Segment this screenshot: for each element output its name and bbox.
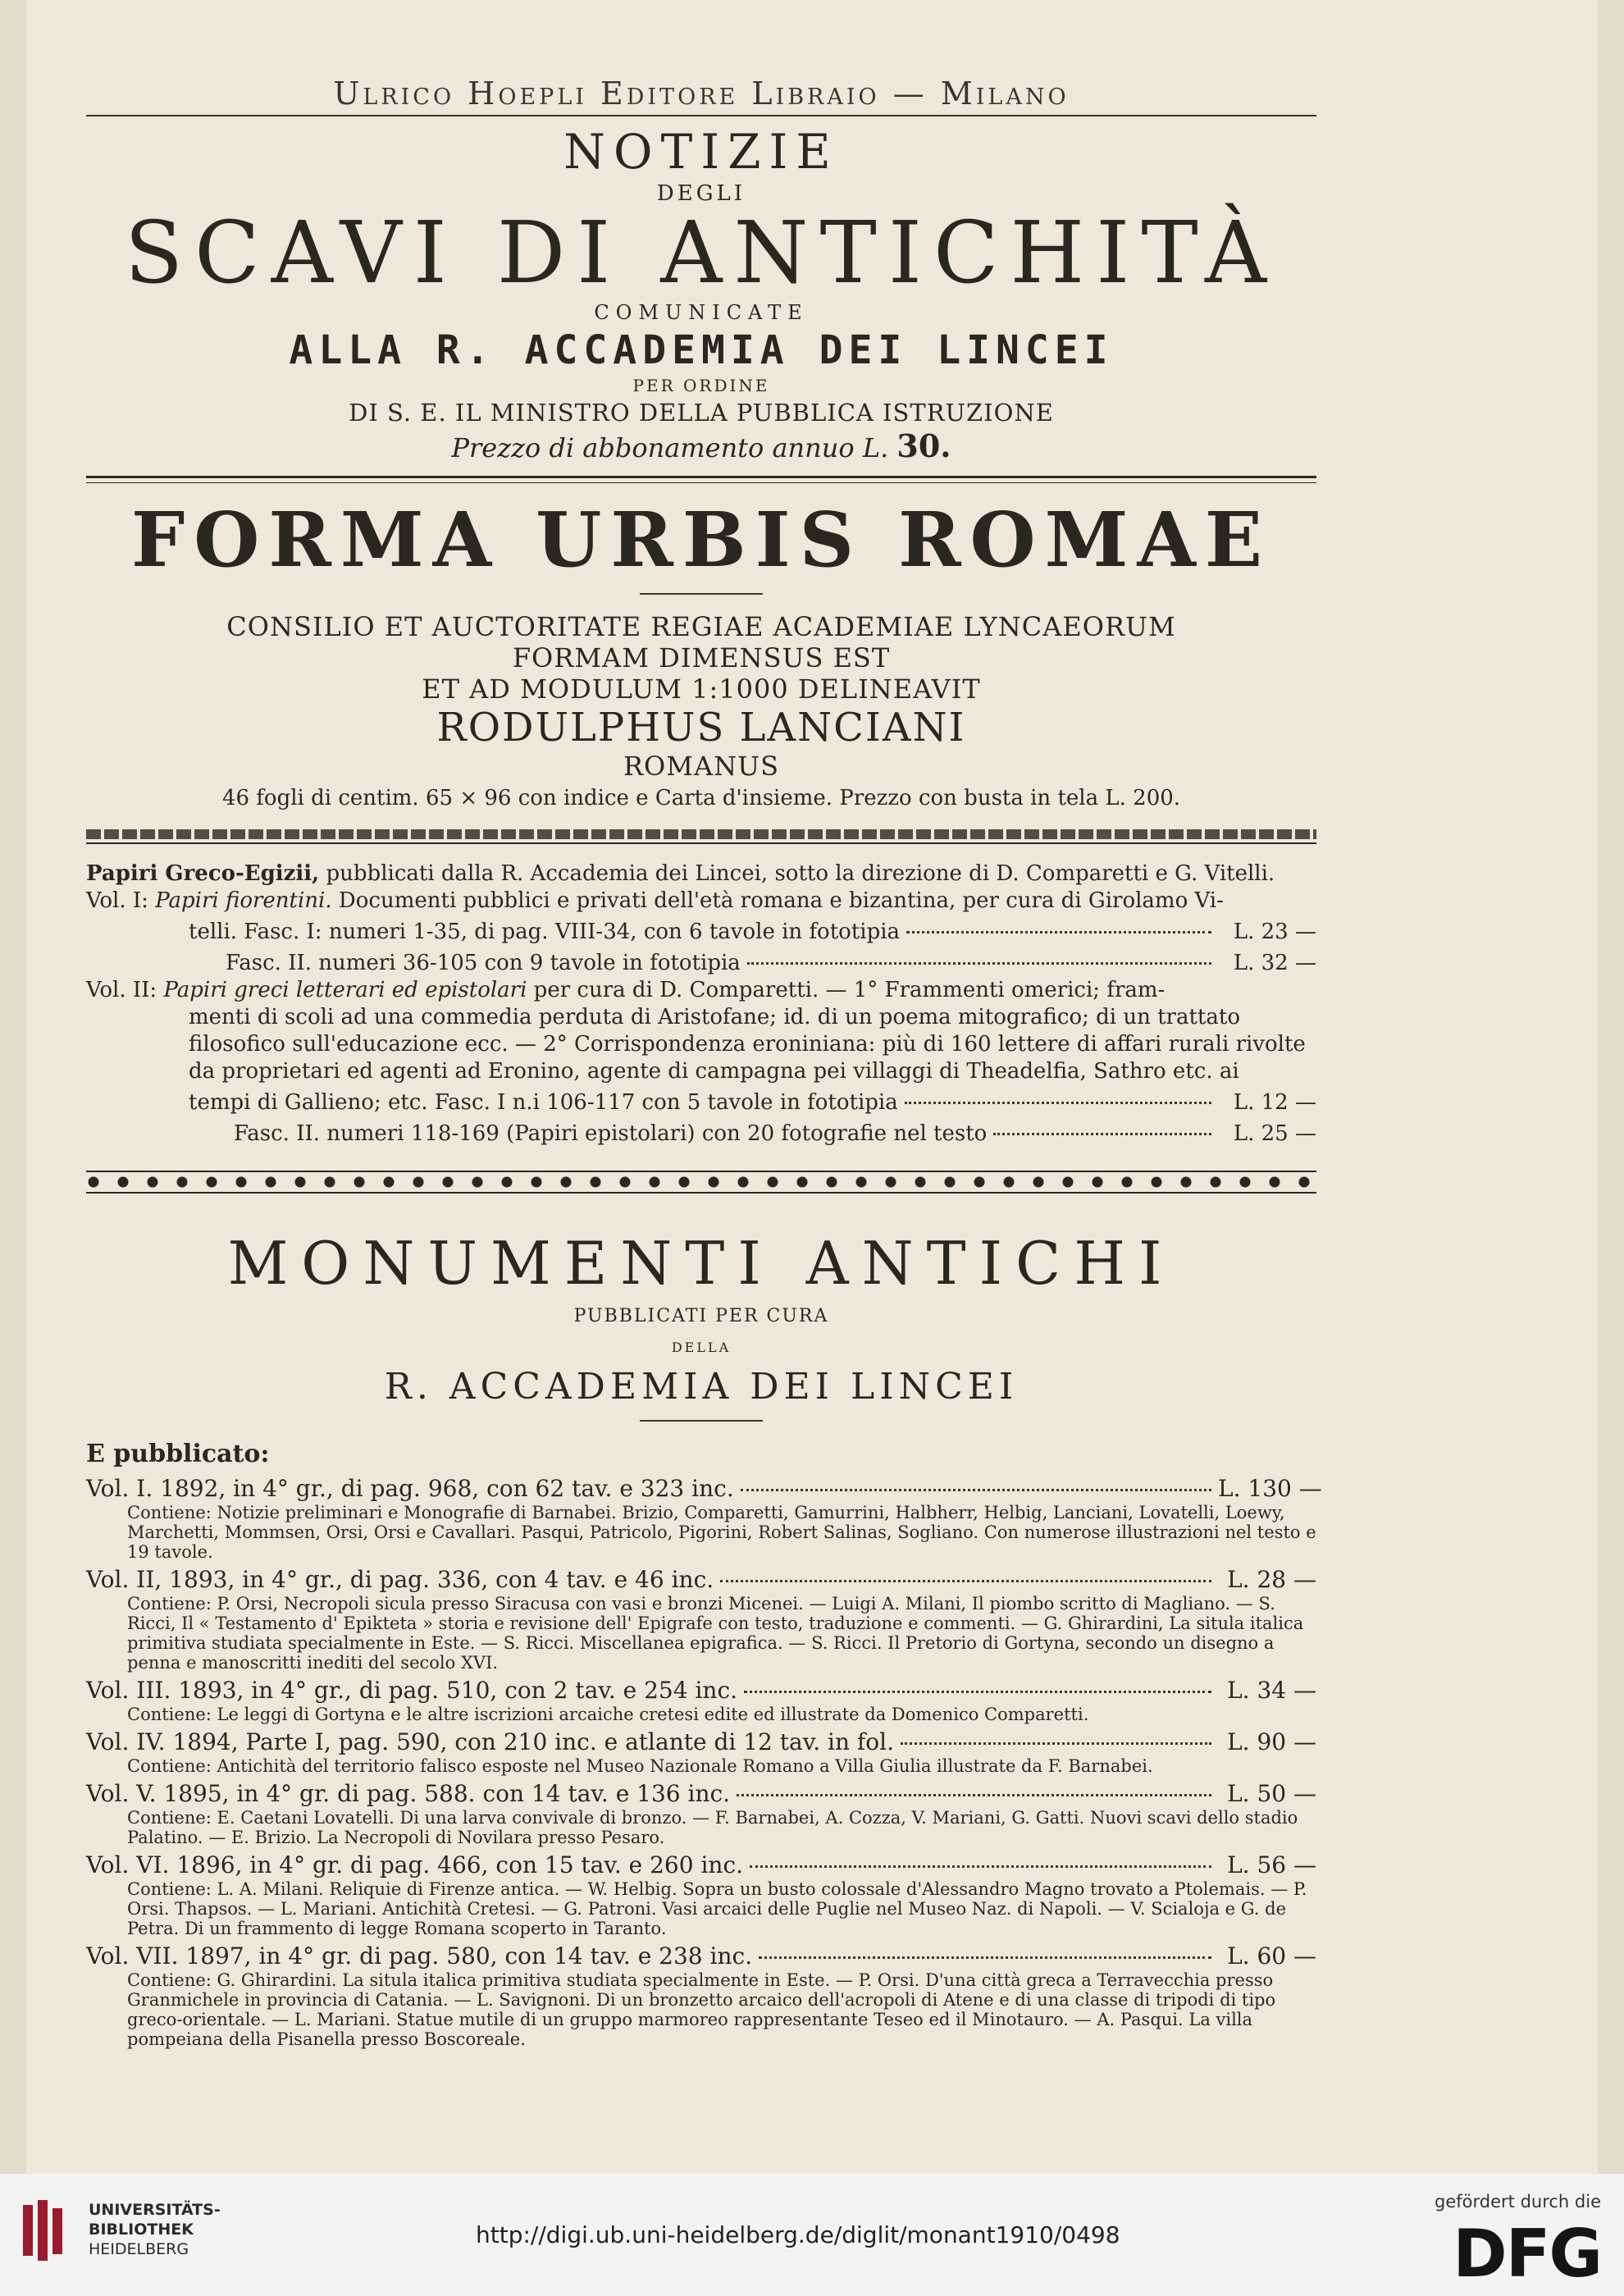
monumenti-accademia: R. ACCADEMIA DEI LINCEI	[384, 1366, 1019, 1408]
volume-entry	[86, 1938, 1316, 1970]
short-rule-2	[640, 1420, 763, 1422]
volume-line: Vol. VII. 1897, in 4° gr. di pag. 580, con 14 tav. e 238 inc.	[86, 1942, 753, 1970]
volume-entry	[86, 1776, 1316, 1808]
forma-line-1: CONSILIO ET AUCTORITATE REGIAE ACADEMIAE LYNCAEORUM	[226, 611, 1176, 642]
volume-price: L. 90 —	[1227, 1728, 1316, 1755]
wavy-rule	[86, 829, 1316, 839]
dot-leader	[737, 1771, 1211, 1796]
thin-rule	[86, 842, 1316, 844]
per-ordine: PER ORDINE	[632, 376, 770, 395]
e-pubblicato: E pubblicato:	[86, 1440, 270, 1468]
monumenti-della: DELLA	[671, 1340, 732, 1355]
dot-leader	[759, 1933, 1211, 1959]
papiri-v2-fasc2	[86, 1116, 1316, 1148]
prezzo-abbonamento	[86, 428, 1316, 466]
volume-price: L. 130 —	[1218, 1475, 1322, 1502]
papiri-v2-line	[86, 977, 1316, 1004]
papiri-v2-label: Vol. II:	[86, 978, 164, 1002]
ub-line-3: HEIDELBERG	[89, 2240, 189, 2258]
dot-leader	[744, 1668, 1211, 1693]
volume-line: Vol. V. 1895, in 4° gr. di pag. 588. con 14 tav. e 136 inc.	[86, 1780, 731, 1807]
prezzo-value: 30.	[896, 427, 951, 464]
scan-edge-right	[1598, 0, 1624, 2174]
permalink-url[interactable]: http://digi.ub.uni-heidelberg.de/diglit/monant1910/0498	[476, 2221, 1120, 2248]
university-library-logo-icon	[18, 2197, 75, 2264]
funding-note: gefördert durch die	[1435, 2192, 1601, 2212]
ub-line-2: BIBLIOTHEK	[89, 2221, 194, 2239]
papiri-v1-fasc2-text: Fasc. II. numeri 36-105 con 9 tavole in fototipia	[226, 951, 741, 975]
forma-romanus: ROMANUS	[623, 751, 780, 782]
prezzo-text: Prezzo di abbonamento annuo L.	[451, 432, 889, 463]
volume-contents: Contiene: Antichità del territorio falisco esposte nel Museo Nazionale Romano a Villa Giulia illustrate da F. Barnabei.	[127, 1756, 1153, 1776]
forma-line-3: ET AD MODULUM 1:1000 DELINEAVIT	[422, 673, 981, 705]
dfg-logo: DFG	[1453, 2216, 1601, 2292]
notizie-degli: DEGLI	[656, 181, 746, 206]
papiri-v1-fasc1-price: L. 23 —	[1233, 920, 1316, 944]
dot-leader	[993, 1111, 1211, 1135]
papiri-v1-fasc1-text: telli. Fasc. I: numeri 1-35, di pag. VIII-34, con 6 tavole in fototipia	[189, 920, 901, 944]
volume-entry	[86, 1847, 1316, 1879]
papiri-title-rest: pubblicati dalla R. Accademia dei Lincei, sotto la direzione di D. Comparetti e G. Vitelli.	[319, 861, 1275, 886]
volume-entry	[86, 1724, 1316, 1756]
monumenti-pubblicati: PUBBLICATI PER CURA	[573, 1306, 829, 1326]
papiri-v2-title: Papiri greci letterari ed epistolari	[163, 978, 527, 1002]
ub-line-1: UNIVERSITÄTS-	[89, 2201, 221, 2219]
volume-contents: Contiene: P. Orsi, Necropoli sicula presso Siracusa con vasi e bronzi Micenei. — Luigi A. Milani, Il piombo scritto di Magliano. — S. Ricci, Il « Testamento d' Epikteta » storia e revisione dell' Epigrafe con testo, traduzione e commenti. — G. Ghirardini, La situla italica primitiva studiata specialmente in Este. — S. Ricci. Miscellanea epigrafica. — S. Ricci. Il Pretorio di Gortyna, secondo un disegno a penna e manoscritti inediti del secolo XVI.	[127, 1594, 1304, 1673]
papiri-v1-fasc2-price: L. 32 —	[1233, 951, 1316, 975]
page-content	[86, 72, 1322, 2049]
ornamental-border	[86, 1171, 1316, 1194]
papiri-v2-line-d: menti di scoli ad una commedia perduta di Aristofane; id. di un poema mitografico; di un trattato	[189, 1005, 1240, 1029]
publisher-header: Ulrico Hoepli Editore Libraio — Milano	[333, 75, 1070, 112]
papiri-title: Papiri Greco-Egizii,	[86, 861, 320, 886]
volume-line: Vol. VI. 1896, in 4° gr. di pag. 466, con 15 tav. e 260 inc.	[86, 1851, 744, 1878]
forma-title: FORMA URBIS ROMAE	[130, 495, 1272, 584]
papiri-title-line	[86, 860, 1316, 888]
scan-edge-left	[0, 0, 26, 2174]
volume-line: Vol. III. 1893, in 4° gr., di pag. 510, con 2 tav. e 254 inc.	[86, 1677, 738, 1704]
papiri-v1-label: Vol. I:	[86, 888, 156, 913]
volume-line: Vol. IV. 1894, Parte I, pag. 590, con 210 inc. e atlante di 12 tav. in fol.	[86, 1728, 894, 1755]
forma-line-2: FORMAM DIMENSUS EST	[512, 642, 891, 673]
volume-line: Vol. II, 1893, in 4° gr., di pag. 336, con 4 tav. e 46 inc.	[86, 1566, 714, 1593]
volume-list	[86, 1471, 1322, 2049]
ministro: DI S. E. IL MINISTRO DELLA PUBBLICA ISTRUZIONE	[349, 399, 1054, 427]
dot-leader	[906, 910, 1211, 933]
papiri-v2-fasc2-price: L. 25 —	[1233, 1121, 1316, 1146]
scavi-title: SCAVI DI ANTICHITÀ	[124, 203, 1279, 303]
volume-contents: Contiene: L. A. Milani. Reliquie di Firenze antica. — W. Helbig. Sopra un busto colossale d'Alessandro Magno trovato a Ptolemais. — P. Orsi. Thapsos. — L. Mariani. Antichità Cretesi. — G. Patroni. Vasi arcaici delle Puglie nel Museo Naz. di Napoli. — V. Scialoja e G. de Petra. Di un frammento di legge Romana scoperto in Taranto.	[127, 1879, 1307, 1938]
volume-contents: Contiene: G. Ghirardini. La situla italica primitiva studiata specialmente in Este. — P. Orsi. D'una città greca a Terravecchia presso Granmichele in provincia di Catania. — L. Savignoni. Di un bronzetto arcaico dell'acropoli di Atene e di una classe di tripodi di tipo greco-orientale. — L. Mariani. Statue mutile di un gruppo marmoreo rappresentante Teseo ed il Minotauro. — A. Pasqui. La villa pompeiana della Pisanella presso Boscoreale.	[127, 1970, 1276, 2049]
alla-accademia: ALLA R. ACCADEMIA DEI LINCEI	[289, 327, 1114, 373]
dot-leader	[741, 1466, 1211, 1491]
short-rule	[640, 593, 763, 595]
forma-author: RODULPHUS LANCIANI	[436, 705, 966, 751]
volume-price: L. 34 —	[1227, 1677, 1316, 1704]
footer-bar	[0, 2174, 1624, 2296]
volume-contents: Contiene: E. Caetani Lovatelli. Di una larva convivale di bronzo. — F. Barnabei, A. Cozza, V. Mariani, G. Gatti. Nuovi scavi dello stadio Palatino. — E. Brizio. La Necropoli di Novilara presso Pesaro.	[127, 1808, 1298, 1847]
volume-entry	[86, 1471, 1322, 1503]
papiri-v1-title: Papiri fiorentini.	[155, 888, 332, 913]
volume-contents: Contiene: Notizie preliminari e Monografie di Barnabei. Brizio, Comparetti, Gamurrini, Halbherr, Helbig, Lanciani, Lovatelli, Loewy, Marchetti, Mommsen, Orsi, Orsi e Cavallari. Pasqui, Patricolo, Pigorini, Robert Salinas, Sogliano. Con numerose illustrazioni nel testo e 19 tavole.	[127, 1503, 1316, 1562]
papiri-v1-text: Documenti pubblici e privati dell'età romana e bizantina, per cura di Girolamo Vi-	[331, 888, 1224, 913]
papiri-v2-fasc1-text: tempi di Gallieno; etc. Fasc. I n.i 106-117 con 5 tavole in fototipia	[189, 1090, 898, 1115]
volume-entry	[86, 1673, 1316, 1705]
papiri-v2-text: per cura di D. Comparetti. — 1° Frammenti omerici; fram-	[527, 978, 1166, 1002]
papiri-v2-fasc2-text: Fasc. II. numeri 118-169 (Papiri epistolari) con 20 fotografie nel testo	[234, 1121, 988, 1146]
dot-leader	[747, 941, 1211, 965]
forma-fogli: 46 fogli di centim. 65 × 96 con indice e Carta d'insieme. Prezzo con busta in tela L. 200.	[221, 786, 1181, 810]
comunicate: COMUNICATE	[594, 301, 809, 324]
papiri-v2-line-e: filosofico sull'educazione ecc. — 2° Corrispondenza eroniniana: più di 160 lettere di affari rurali rivolte	[189, 1032, 1306, 1057]
dot-leader	[901, 1719, 1211, 1745]
volume-price: L. 56 —	[1227, 1851, 1316, 1878]
notizie-title: NOTIZIE	[563, 124, 839, 180]
volume-contents: Contiene: Le leggi di Gortyna e le altre iscrizioni arcaiche cretesi edite ed illustrate da Domenico Comparetti.	[127, 1705, 1089, 1724]
papiri-v2-fasc1-price: L. 12 —	[1233, 1090, 1316, 1115]
volume-entry	[86, 1562, 1316, 1594]
papiri-v1-fasc2	[86, 946, 1316, 977]
papiri-v2-line-f: da proprietari ed agenti ad Eronino, agente di campagna pei villaggi di Theadelfia, Sathro etc. ai	[189, 1059, 1239, 1084]
monumenti-title: MONUMENTI ANTICHI	[227, 1229, 1175, 1298]
volume-price: L. 50 —	[1227, 1780, 1316, 1807]
dot-leader	[750, 1842, 1211, 1868]
dot-leader	[905, 1080, 1211, 1104]
header-rule	[86, 115, 1316, 116]
double-rule	[86, 476, 1316, 483]
university-library-name	[89, 2200, 221, 2259]
volume-price: L. 60 —	[1227, 1942, 1316, 1970]
dot-leader	[720, 1557, 1211, 1582]
volume-line: Vol. I. 1892, in 4° gr., di pag. 968, con 62 tav. e 323 inc.	[86, 1475, 734, 1502]
volume-price: L. 28 —	[1227, 1566, 1316, 1593]
